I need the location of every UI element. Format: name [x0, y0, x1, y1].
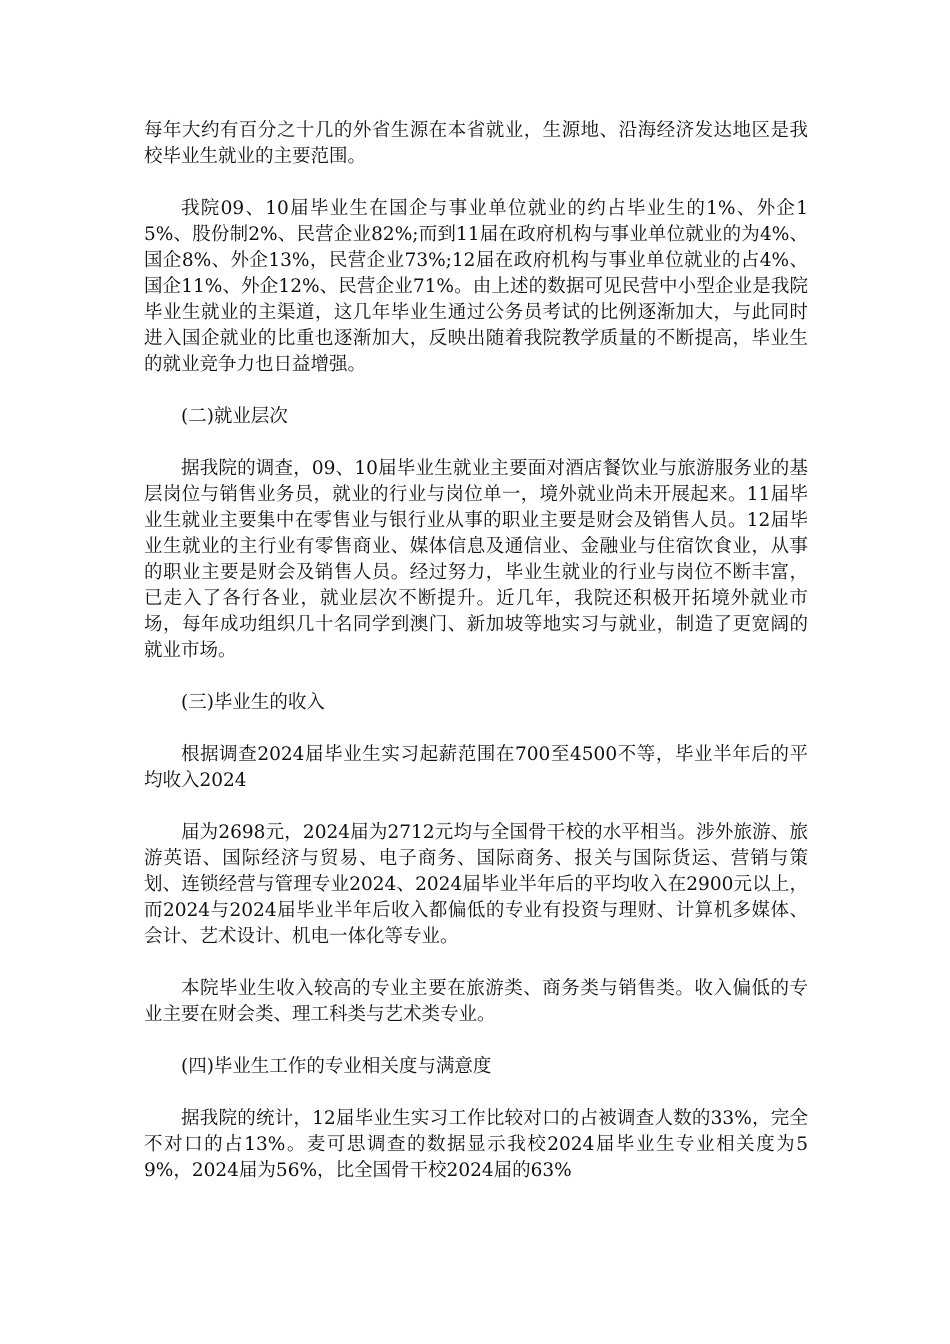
paragraph-income-by-major: 本院毕业生收入较高的专业主要在旅游类、商务类与销售类。收入偏低的专业主要在财会类、理工科类与艺术类专业。 [144, 978, 808, 1025]
paragraph-source-regions: 每年大约有百分之十几的外省生源在本省就业，生源地、沿海经济发达地区是我校毕业生就业的主要范围。 [144, 120, 808, 167]
paragraph-relevance-statistics: 据我院的统计，12届毕业生实习工作比较对口的占被调查人数的33%，完全不对口的占13%。麦可思调查的数据显示我校2024届毕业生专业相关度为59%，2024届为56%，比全国骨干校2024届的63% [144, 1108, 808, 1181]
paragraph-employment-level: 据我院的调查，09、10届毕业生就业主要面对酒店餐饮业与旅游服务业的基层岗位与销售业务员，就业的行业与岗位单一，境外就业尚未开展起来。11届毕业生就业主要集中在零售业与银行业从事的职业主要是财会及销售人员。12届毕业生就业的主行业有零售商业、媒体信息及通信业、金融业与住宿饮食业，从事的职业主要是财会及销售人员。经过努力，毕业生就业的行业与岗位不断丰富，已走入了各行各业，就业层次不断提升。近几年，我院还积极开拓境外就业市场，每年成功组织几十名同学到澳门、新加坡等地实习与就业，制造了更宽阔的就业市场。 [144, 458, 808, 661]
paragraph-starting-salary: 根据调查2024届毕业生实习起薪范围在700至4500不等，毕业半年后的平均收入2024 [144, 744, 808, 791]
paragraph-average-income: 届为2698元，2024届为2712元均与全国骨干校的水平相当。涉外旅游、旅游英语、国际经济与贸易、电子商务、国际商务、报关与国际货运、营销与策划、连锁经营与管理专业2024、2024届毕业半年后的平均收入在2900元以上，而2024与2024届毕业半年后收入都偏低的专业有投资与理财、计算机多媒体、会计、艺术设计、机电一体化等专业。 [144, 822, 808, 947]
document-body [144, 118, 808, 1210]
section-heading-graduate-income: (三)毕业生的收入 [181, 692, 325, 713]
section-heading-employment-level: (二)就业层次 [181, 406, 288, 427]
paragraph-employment-distribution: 我院09、10届毕业生在国企与事业单位就业的约占毕业生的1%、外企15%、股份制2%、民营企业82%;而到11届在政府机构与事业单位就业的为4%、国企8%、外企13%，民营企业73%;12届在政府机构与事业单位就业的占4%、国企11%、外企12%、民营企业71%。由上述的数据可见民营中小型企业是我院毕业生就业的主渠道，这几年毕业生通过公务员考试的比例逐渐加大，与此同时进入国企就业的比重也逐渐加大，反映出随着我院教学质量的不断提高，毕业生的就业竞争力也日益增强。 [144, 198, 808, 375]
section-heading-relevance-satisfaction: (四)毕业生工作的专业相关度与满意度 [181, 1056, 492, 1077]
